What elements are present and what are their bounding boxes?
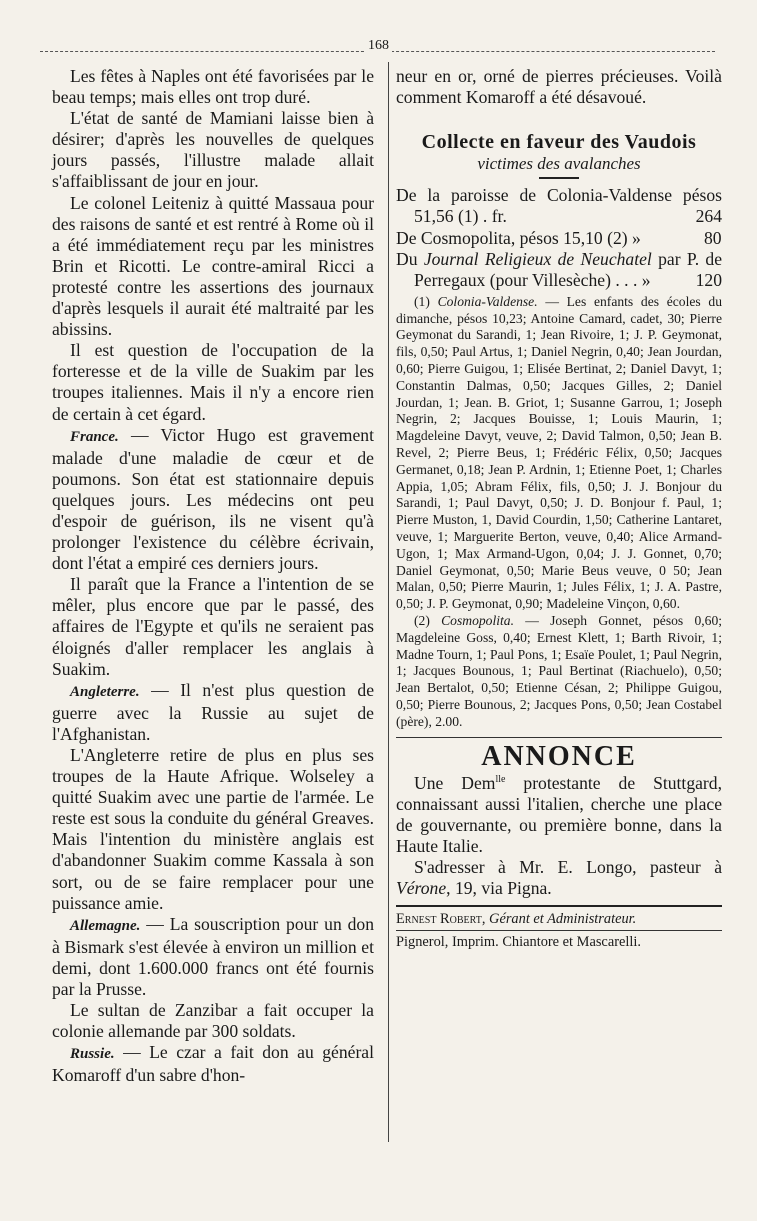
footer-gerant: Ernest Robert, Gérant et Administrateur. (396, 910, 637, 927)
column-divider (388, 62, 389, 1142)
paragraph-allemagne-2: Le sultan de Zanzibar a fait occuper la colonie allemande par 300 soldats. (52, 1000, 374, 1042)
footer-rule (396, 905, 722, 907)
collecte-subtitle: victimes des avalanches (477, 154, 641, 174)
section-allemagne: Allemagne. — La souscription pour un don à Bismark s'est élevée à environ un million et demi, dont 1.600.000 francs ont été fournis par la Prusse. (52, 913, 374, 1000)
footnote-colonia: (1) Colonia-Valdense. — Les enfants des écoles du dimanche, pésos 10,23; Antoine Camard, cadet, 30; Pierre Geymonat du Sarandi, 1; Jean Rivoire, 1; J. P. Geymonat, fils, 0,50; Paul Artus, 1; Daniel Negrin, 0,40; Jean Jourdan, 0,60; Pierre Guigou, 1; Elisée Bertinat, 2; Daniel Davyt, 1; Constantin Dalmas, 0,50; Jacques Gilles, 2; Daniel Jourdan, 1; Jean. B. Griot, 1; Susanne Garrou, 1; Joseph Negrin, 2; Jacques Bouisse, 1; Louis Maurin, 1; Magdeleine Davyt, veuve, 2; David Talmon, 0,50; Jean B. Revel, 2; Pierre Beus, 1; Frédéric Félix, 0,50; Jacques Germanet, 0,18; Jean P. Ardnin, 1; Etienne Poet, 1; Charles Appia, 1,05; Abram Félix, fils, 0,50; J. J. Bonjour du Sarandi, 1; Paul Davyt, 0,50; J. D. Bonjour f. Paul, 1; Pierre Muston, 1, David Courdin, 1,50; Catherine Lantaret, veuve, 1; Marguerite Berton, veuve, 0,40; Alice Armand-Ugon, 1; Max Armand-Ugon, 0,04; J. J. Gonnet, 0,70; Daniel Geymonat, 0,50; Marie Beus veuve, 0 50; Jean Malan, 0,50; Pierre Maurin, 1; Jules Félix, 1; J. A. Pastre, 0,50; J. P. Geymonat, 0,90; Madeleine Vinçon, 0,60. (396, 293, 723, 612)
section-label-russie: Russie. (70, 1046, 115, 1063)
paragraph-suakim: Il est question de l'occupation de la forteresse et de la ville de Suakim par les troupes italiennes. Mais il n'y a encore rien de certain à cet égard. (52, 340, 374, 424)
annonce-address: S'adresser à Mr. E. Longo, pasteur à Vérone, 19, via Pigna. (396, 856, 722, 898)
collecte-rule (539, 177, 579, 179)
don-neuchatel: Du Journal Religieux de Neuchatel par P. de Perregaux (pour Villesèche) . . . » 120 (396, 248, 723, 290)
annonce-rule (396, 737, 722, 738)
footer-rule-2 (396, 930, 722, 931)
footnote-cosmopolita: (2) Cosmopolita. — Joseph Gonnet, pésos 0,60; Magdeleine Goss, 0,40; Ernest Klett, 1; Barth Rivoir, 1; Madne Tourn, 1; Paul Pons, 1; Esaïe Poulet, 1; Paul Negrin, 1; Jacques Bounous, 1; Paul Bertinat (Riachuelo), 0,50; Jean Bertalot, 0,50; Etienne Césan, 2; Philippe Guigou, 0,50; Pierre Bounous, 2; Jacques Pons, 0,50; Jean Costabel (père), 2.00. (396, 612, 723, 729)
footer-printer: Pignerol, Imprim. Chiantore et Mascarelli. (396, 933, 641, 950)
section-angleterre: Angleterre. — Il n'est plus question de guerre avec la Russie au sujet de l'Afghanistan. (52, 679, 374, 744)
annonce-text: Une Dem$^{lle}$ protestante de Stuttgard, connaissant aussi l'italien, cherche une place de gouvernante, ou première bonne, dans la Haute Italie. (396, 772, 722, 856)
don-colonia: De la paroisse de Colonia-Valdense pésos 51,56 (1) . fr. 264 (396, 185, 722, 227)
paragraph-france-2: Il paraît que la France a l'intention de se mêler, plus encore que par le passé, des affaires de l'Egypte et qu'ils ne seraient pas éloignés d'aller remplacer les anglais à Suakim. (52, 574, 374, 679)
paragraph-continuation: neur en or, orné de pierres précieuses. Voilà comment Komaroff a été désavoué. (396, 66, 722, 108)
collecte-title: Collecte en faveur des Vaudois (421, 131, 697, 154)
section-france: France. — Victor Hugo est gravement malade d'une maladie de cœur et de poumons. Son état est stationnaire depuis quelques jours. Les médecins ont peu d'espoir de guérison, ils ne visent qu'à prolonger l'existence du célèbre écrivain, dont l'état a empiré ces derniers jours. (52, 424, 374, 574)
paragraph-angleterre-2: L'Angleterre retire de plus en plus ses troupes de la Haute Afrique. Wolseley a quitté Suakim avec une partie de l'armée. Le reste est sous la conduite du général Greaves. Mais l'intention du ministère anglais est d'abandonner Suakim comme Kassala à son sort, ou de se faire remplacer pour une puissance amie. (52, 745, 374, 913)
section-label-allemagne: Allemagne. (70, 917, 141, 934)
paragraph-naples: Les fêtes à Naples ont été favorisées par le beau temps; mais elles ont trop duré. (52, 66, 374, 108)
right-column (396, 66, 722, 951)
annonce-title: ANNONCE (481, 740, 637, 772)
left-column (52, 66, 374, 1087)
paragraph-leiteniz: Le colonel Leiteniz à quitté Massaua pour des raisons de santé et est rentré à Rome où il a été immédiatement reçu par les ministres Brin et Ricotti. Le contre-amiral Ricci a protesté contre les assertions des journaux d'après lesquels il aurait été maltraité par les abissins. (52, 192, 374, 340)
paragraph-mamiani: L'état de santé de Mamiani laisse bien à désirer; d'après les nouvelles de quelques jours passés, l'illustre malade allait s'affaiblissant de jour en jour. (52, 108, 374, 192)
section-russie: Russie. — Le czar a fait don au général Komaroff d'un sabre d'hon- (52, 1042, 374, 1086)
section-label-france: France. (70, 428, 119, 445)
section-label-angleterre: Angleterre. (70, 683, 140, 700)
page-number: 168 (0, 38, 757, 54)
don-cosmopolita: De Cosmopolita, pésos 15,10 (2) » 80 (396, 227, 722, 248)
